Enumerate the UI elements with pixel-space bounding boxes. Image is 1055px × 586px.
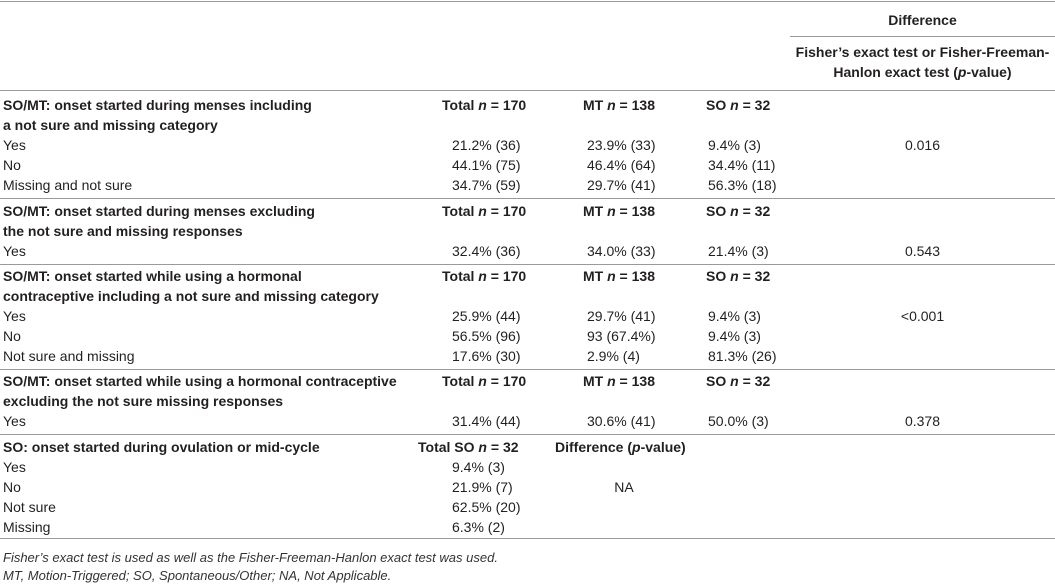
row-label: Yes (3, 459, 26, 475)
difference-underline (790, 36, 1055, 37)
cell-total: 34.7% (59) (452, 177, 521, 193)
cell-p: 0.378 (904, 413, 941, 429)
row-label: Not sure and missing (3, 348, 135, 364)
section-1-col-mt: MT n = 138 (583, 97, 655, 113)
row-label: Yes (3, 413, 26, 429)
cell-so: 81.3% (26) (708, 348, 777, 364)
section-1-col-so: SO n = 32 (706, 97, 771, 113)
row-label: Yes (3, 137, 26, 153)
section-2-title-2: the not sure and missing responses (3, 223, 243, 239)
cell-total: 31.4% (44) (452, 413, 521, 429)
footnote-1: Fisher’s exact test is used as well as the Fisher-Freeman-Hanlon exact test was used. (3, 550, 498, 565)
cell-total: 62.5% (20) (452, 499, 521, 515)
section-1-col-total: Total n = 170 (442, 97, 527, 113)
cell-mt: 46.4% (64) (587, 157, 656, 173)
cell-p: 0.016 (904, 137, 941, 153)
section-5-col-difference: Difference (p-value) (555, 439, 686, 455)
bottom-rule (0, 538, 1055, 539)
test-header-line1: Fisher’s exact test or Fisher-Freeman- (795, 44, 1050, 60)
cell-so: 34.4% (11) (708, 157, 776, 173)
row-label: Not sure (3, 499, 56, 515)
cell-difference: NA (614, 479, 634, 495)
section-1-title-1: SO/MT: onset started during menses including (3, 97, 312, 113)
section-4-col-mt: MT n = 138 (583, 373, 655, 389)
row-label: Missing and not sure (3, 177, 133, 193)
cell-mt: 34.0% (33) (587, 243, 656, 259)
cell-total: 25.9% (44) (452, 308, 521, 324)
cell-mt: 23.9% (33) (587, 137, 656, 153)
section-3-col-mt: MT n = 138 (583, 268, 655, 284)
row-label: Missing (3, 519, 51, 535)
row-label: No (3, 479, 21, 495)
cell-total: 9.4% (3) (452, 459, 505, 475)
section-4-col-so: SO n = 32 (706, 373, 771, 389)
cell-mt: 2.9% (4) (587, 348, 640, 364)
section-2-title-1: SO/MT: onset started during menses excluding (3, 203, 315, 219)
cell-total: 32.4% (36) (452, 243, 521, 259)
section-2-col-total: Total n = 170 (442, 203, 527, 219)
cell-so: 50.0% (3) (708, 413, 769, 429)
section-3-col-so: SO n = 32 (706, 268, 771, 284)
cell-mt: 30.6% (41) (587, 413, 656, 429)
test-header-line2: Hanlon exact test (p-value) (833, 64, 1012, 80)
difference-header: Difference (888, 12, 957, 28)
row-label: Yes (3, 308, 26, 324)
row-label: Yes (3, 243, 26, 259)
cell-so: 21.4% (3) (708, 243, 769, 259)
section-rule-3 (0, 369, 1055, 370)
cell-total: 44.1% (75) (452, 157, 521, 173)
cell-total: 21.9% (7) (452, 479, 513, 495)
cell-p: <0.001 (900, 308, 945, 324)
cell-p: 0.543 (904, 243, 941, 259)
cell-total: 56.5% (96) (452, 328, 521, 344)
cell-so: 56.3% (18) (708, 177, 777, 193)
section-2-col-mt: MT n = 138 (583, 203, 655, 219)
cell-mt: 29.7% (41) (587, 308, 656, 324)
cell-total: 6.3% (2) (452, 519, 505, 535)
cell-mt: 29.7% (41) (587, 177, 656, 193)
section-3-title-2: contraceptive including a not sure and missing category (3, 288, 379, 304)
footnote-2: MT, Motion-Triggered; SO, Spontaneous/Other; NA, Not Applicable. (3, 568, 392, 583)
cell-so: 9.4% (3) (708, 308, 761, 324)
cell-so: 9.4% (3) (708, 137, 761, 153)
section-3-title-1: SO/MT: onset started while using a hormonal (3, 268, 302, 284)
section-4-title-2: excluding the not sure missing responses (3, 393, 284, 409)
section-rule-1 (0, 198, 1055, 199)
section-rule-4 (0, 434, 1055, 435)
section-4-col-total: Total n = 170 (442, 373, 527, 389)
section-4-title-1: SO/MT: onset started while using a hormonal contraceptive (3, 373, 397, 389)
cell-total: 21.2% (36) (452, 137, 521, 153)
section-rule-2 (0, 264, 1055, 265)
section-1-title-2: a not sure and missing category (3, 117, 218, 133)
top-rule (0, 1, 1055, 2)
cell-total: 17.6% (30) (452, 348, 521, 364)
section-5-title: SO: onset started during ovulation or mid-cycle (3, 439, 320, 455)
row-label: No (3, 328, 21, 344)
section-3-col-total: Total n = 170 (442, 268, 527, 284)
header-rule (0, 90, 1055, 91)
section-5-col-total-so: Total SO n = 32 (418, 439, 519, 455)
cell-mt: 93 (67.4%) (587, 328, 656, 344)
row-label: No (3, 157, 21, 173)
cell-so: 9.4% (3) (708, 328, 761, 344)
section-2-col-so: SO n = 32 (706, 203, 771, 219)
